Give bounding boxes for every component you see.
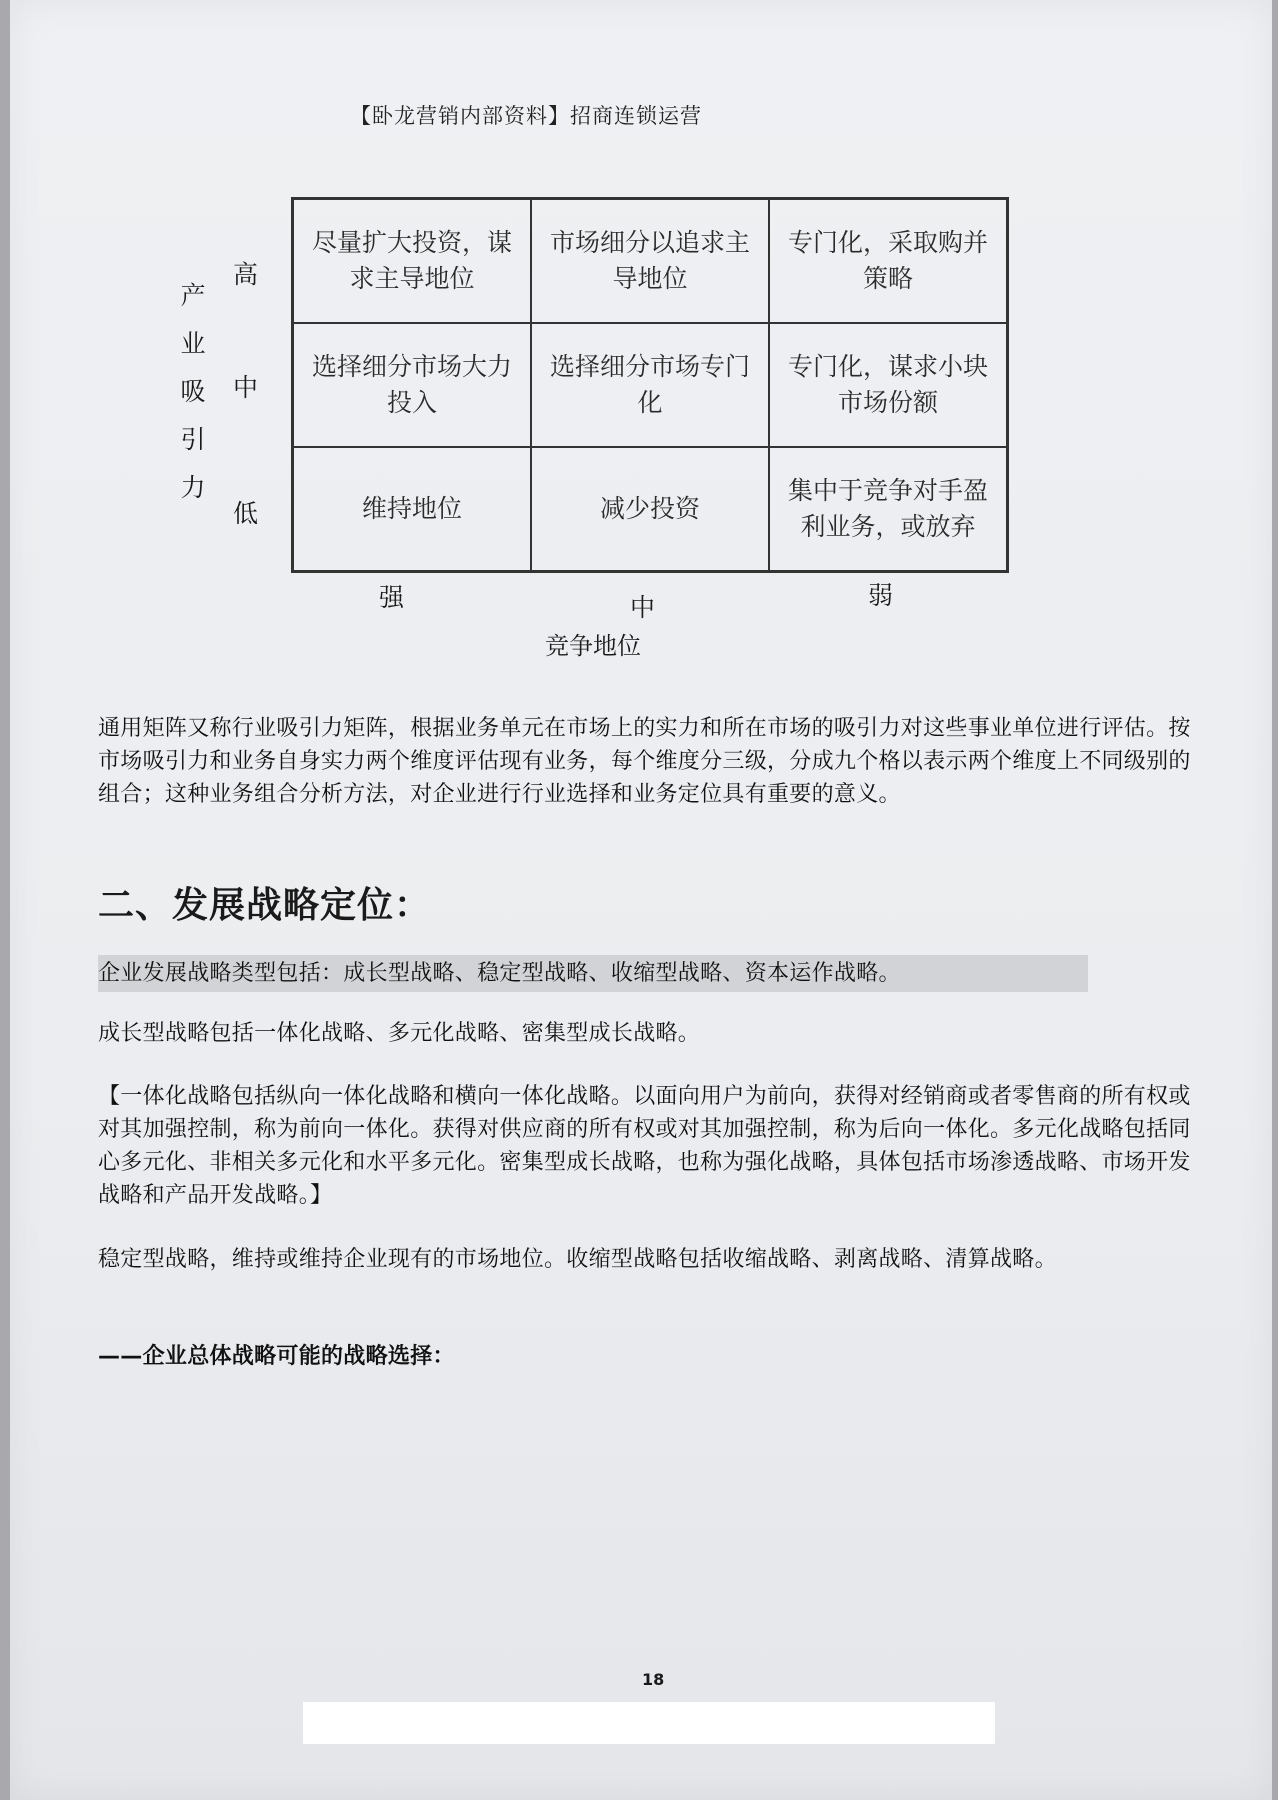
matrix-y-tick-low: 低 <box>233 499 259 528</box>
matrix-x-axis-label: 竞争地位 <box>545 632 641 660</box>
matrix-x-tick-mid: 中 <box>630 593 656 622</box>
matrix-y-tick-mid: 中 <box>233 373 259 402</box>
matrix-y-tick-high: 高 <box>233 260 259 289</box>
matrix-cell: 市场细分以追求主导地位 <box>531 199 769 323</box>
page-header: 【卧龙营销内部资料】招商连锁运营 <box>350 104 702 128</box>
matrix-x-tick-weak: 弱 <box>868 581 894 610</box>
matrix-cell: 专门化，谋求小块市场份额 <box>769 323 1007 447</box>
document-page <box>10 0 1272 1800</box>
matrix-x-tick-strong: 强 <box>379 583 405 612</box>
section-heading: 二、发展战略定位： <box>98 885 432 926</box>
page-number: 18 <box>642 1670 665 1689</box>
paragraph-growth-strategy: 成长型战略包括一体化战略、多元化战略、密集型成长战略。 <box>98 1021 701 1046</box>
strategy-matrix <box>291 197 1009 573</box>
redaction-bar <box>303 1702 995 1744</box>
matrix-cell: 减少投资 <box>531 447 769 571</box>
matrix-cell: 维持地位 <box>293 447 531 571</box>
matrix-cell: 尽量扩大投资，谋求主导地位 <box>293 199 531 323</box>
paragraph-ge-matrix: 通用矩阵又称行业吸引力矩阵，根据业务单元在市场上的实力和所在市场的吸引力对这些事业单位进行评估。按市场吸引力和业务自身实力两个维度评估现有业务，每个维度分三级，分成九个格以表示两个维度上不同级别的组合；这种业务组合分析方法，对企业进行行业选择和业务定位具有重要的意义。 <box>98 716 1191 807</box>
paragraph-strategy-types: 企业发展战略类型包括：成长型战略、稳定型战略、收缩型战略、资本运作战略。 <box>98 961 901 986</box>
paragraph-strategy-choice: ——企业总体战略可能的战略选择： <box>98 1344 455 1369</box>
matrix-cell: 选择细分市场专门化 <box>531 323 769 447</box>
matrix-cell: 选择细分市场大力投入 <box>293 323 531 447</box>
matrix-cell: 集中于竞争对手盈利业务，或放弃 <box>769 447 1007 571</box>
matrix-y-axis-label: 产业吸引力 <box>180 281 206 502</box>
paragraph-integration: 【一体化战略包括纵向一体化战略和横向一体化战略。以面向用户为前向，获得对经销商或者零售商的所有权或对其加强控制，称为前向一体化。获得对供应商的所有权或对其加强控制，称为后向一体化。多元化战略包括同心多元化、非相关多元化和水平多元化。密集型成长战略，也称为强化战略，具体包括市场渗透战略、市场开发战略和产品开发战略。】 <box>98 1084 1191 1208</box>
matrix-cell: 专门化，采取购并策略 <box>769 199 1007 323</box>
paragraph-stable-strategy: 稳定型战略，维持或维持企业现有的市场地位。收缩型战略包括收缩战略、剥离战略、清算战略。 <box>98 1247 1057 1272</box>
